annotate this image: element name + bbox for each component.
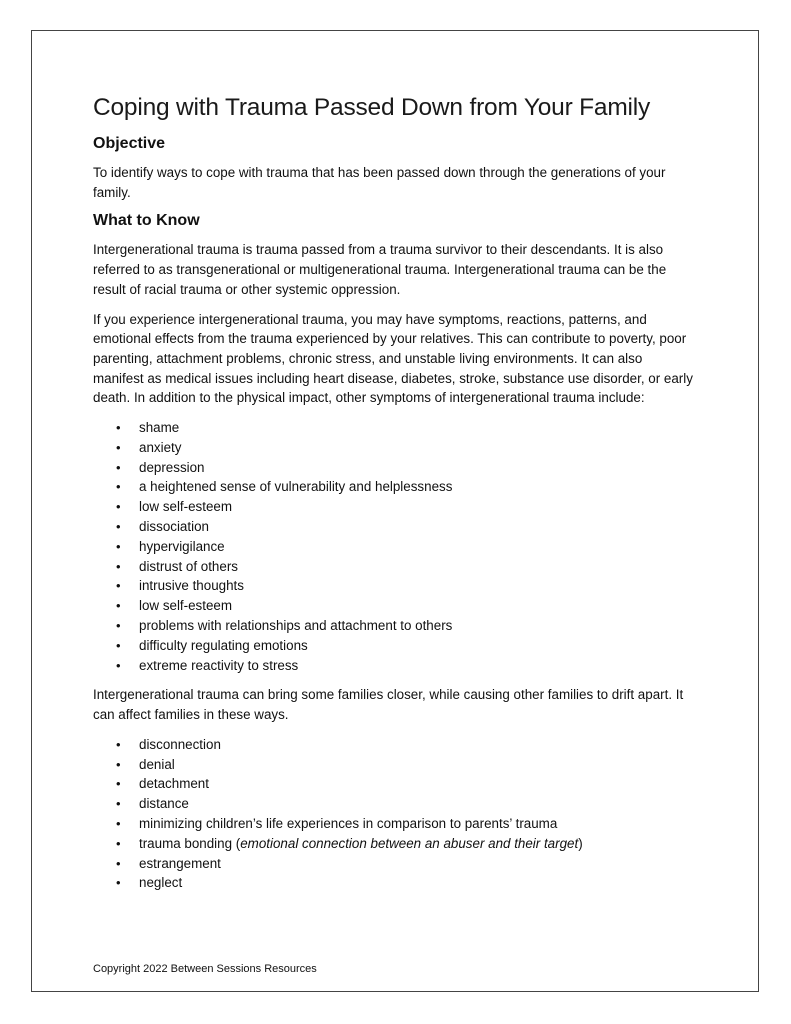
list-item: • depression — [93, 458, 693, 478]
family-effects-list — [93, 735, 693, 893]
list-item: • estrangement — [93, 854, 693, 874]
list-item: • low self-esteem — [93, 497, 693, 517]
bullet-icon: • — [116, 618, 121, 633]
bullet-icon: • — [116, 420, 121, 436]
list-item: • a heightened sense of vulnerability and helplessness — [93, 477, 693, 497]
list-item: • neglect — [93, 873, 693, 893]
list-item: • intrusive thoughts — [93, 576, 693, 596]
list-item: • trauma bonding (emotional connection between an abuser and their target) — [93, 834, 693, 854]
what-to-know-paragraph-2: If you experience intergenerational trauma, you may have symptoms, reactions, patterns, and emotional effects from the trauma experienced by your relatives. This can contribute to poverty, poor parenting, attachment problems, chronic stress, and unstable living environments. It can also manifest as medical issues including heart disease, diabetes, stroke, substance use disorder, or early death. In addition to the physical impact, other symptoms of intergenerational trauma include: — [93, 311, 693, 406]
bullet-icon: • — [116, 439, 121, 455]
what-to-know-heading: What to Know — [93, 212, 200, 230]
bullet-icon: • — [116, 519, 121, 535]
list-item: • difficulty regulating emotions — [93, 636, 693, 656]
list-item: • problems with relationships and attachment to others — [93, 616, 693, 636]
list-item: • disconnection — [93, 735, 693, 755]
document-body — [93, 94, 693, 903]
bullet-icon: • — [116, 815, 121, 831]
copyright-footer: Copyright 2022 Between Sessions Resources — [93, 963, 317, 975]
what-to-know-paragraph-3: Intergenerational trauma can bring some families closer, while causing other families to drift apart. It can affect families in these ways. — [93, 687, 684, 723]
bullet-icon: • — [116, 459, 121, 475]
bullet-icon: • — [116, 796, 121, 812]
list-item: • minimizing children’s life experiences in comparison to parents’ trauma — [93, 814, 693, 834]
list-item: • dissociation — [93, 517, 693, 537]
bullet-icon: • — [116, 558, 121, 574]
list-item: • distrust of others — [93, 557, 693, 577]
bullet-icon: • — [116, 835, 121, 851]
list-item: • denial — [93, 755, 693, 775]
trauma-bonding-definition: emotional connection between an abuser and their target — [240, 835, 579, 851]
bullet-icon: • — [116, 657, 121, 673]
what-to-know-paragraph-1: Intergenerational trauma is trauma passed from a trauma survivor to their descendants. It is also referred to as transgenerational or multigenerational trauma. Intergenerational trauma can be the result of racial trauma or other systemic oppression. — [93, 242, 667, 297]
bullet-icon: • — [116, 756, 121, 772]
list-item: • anxiety — [93, 438, 693, 458]
objective-text: To identify ways to cope with trauma that has been passed down through the generations of your family. — [93, 165, 666, 200]
list-item: • shame — [93, 418, 693, 438]
list-item: • hypervigilance — [93, 537, 693, 557]
bullet-icon: • — [116, 598, 121, 614]
list-item: • distance — [93, 794, 693, 814]
bullet-icon: • — [116, 875, 121, 891]
bullet-icon: • — [116, 637, 121, 653]
bullet-icon: • — [116, 499, 121, 515]
bullet-icon: • — [116, 736, 121, 752]
list-item: • detachment — [93, 774, 693, 794]
symptoms-list — [93, 418, 693, 675]
document-title: Coping with Trauma Passed Down from Your Family — [93, 94, 651, 121]
bullet-icon: • — [116, 776, 121, 792]
bullet-icon: • — [116, 578, 121, 594]
list-item: • extreme reactivity to stress — [93, 656, 693, 676]
bullet-icon: • — [116, 855, 121, 871]
bullet-icon: • — [116, 538, 121, 554]
list-item: • low self-esteem — [93, 596, 693, 616]
bullet-icon: • — [116, 479, 121, 495]
objective-heading: Objective — [93, 135, 166, 152]
